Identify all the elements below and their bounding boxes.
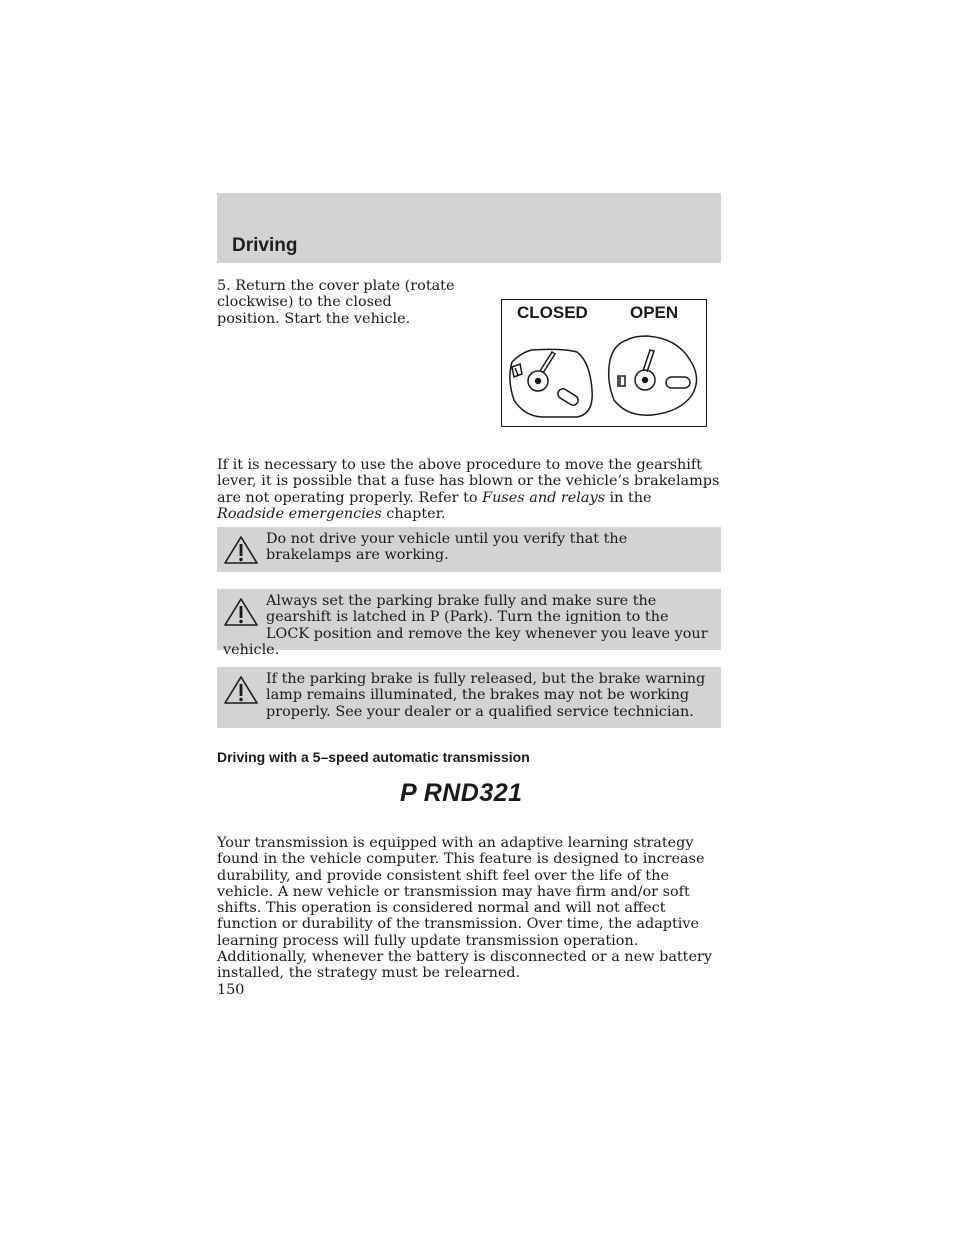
- roadside-emergencies-reference: Roadside emergencies: [217, 505, 382, 522]
- warning-box-parking-brake: [217, 589, 721, 658]
- closed-label: CLOSED: [517, 303, 588, 322]
- warning-box-brakelamps: [217, 527, 721, 572]
- gear-indicator: P RND321: [400, 779, 523, 807]
- subheading: Driving with a 5–speed automatic transmission: [217, 749, 530, 765]
- cover-plate-illustration: [502, 300, 706, 426]
- section-header: [217, 193, 721, 263]
- open-label: OPEN: [630, 303, 679, 322]
- warning-text: If the parking brake is fully released, but the brake warning lamp remains illuminated, the brakes may not be working properly. See your dealer or a qualified service technician.: [266, 671, 706, 720]
- para1-text: in the: [604, 489, 652, 506]
- warning-text: Always set the parking brake fully and make sure the gearshift is latched in P (Park). Turn the ignition to the LOCK position and remove the key whenever you leave your vehicle.: [223, 593, 708, 658]
- para1-text: If it is necessary to use the above procedure to move the gearshift lever, it is possible that a fuse has blown or the vehicle’s brakelamps are not operating properly. Refer to: [217, 457, 720, 506]
- closed-cover-plate: [510, 349, 592, 417]
- fuses-relays-reference: Fuses and relays: [482, 489, 605, 506]
- cover-plate-figure: [501, 299, 707, 427]
- warning-triangle-icon: [223, 675, 259, 705]
- warning-triangle-icon: [223, 535, 259, 565]
- page-number: 150: [217, 982, 245, 998]
- para1-text: chapter.: [381, 505, 446, 522]
- step-5-text: 5. Return the cover plate (rotate clockwise) to the closed position. Start the vehicle.: [217, 278, 455, 327]
- warning-box-brake-lamp: [217, 667, 721, 728]
- section-title: Driving: [232, 235, 298, 256]
- adaptive-learning-paragraph: Your transmission is equipped with an adaptive learning strategy found in the vehicle computer. This feature is designed to increase durability, and provide consistent shift feel over the life of the vehicle. A new vehicle or transmission may have firm and/or soft shifts. This operation is considered normal and will not affect function or durability of the transmission. Over time, the adaptive learning process will fully update transmission operation. Additionally, whenever the battery is disconnected or a new battery installed, the strategy must be relearned.: [217, 835, 712, 982]
- warning-text: Do not drive your vehicle until you verify that the brakelamps are working.: [266, 531, 628, 564]
- warning-triangle-icon: [223, 597, 259, 627]
- fuse-info-paragraph: [217, 457, 723, 522]
- open-cover-plate: [609, 336, 697, 415]
